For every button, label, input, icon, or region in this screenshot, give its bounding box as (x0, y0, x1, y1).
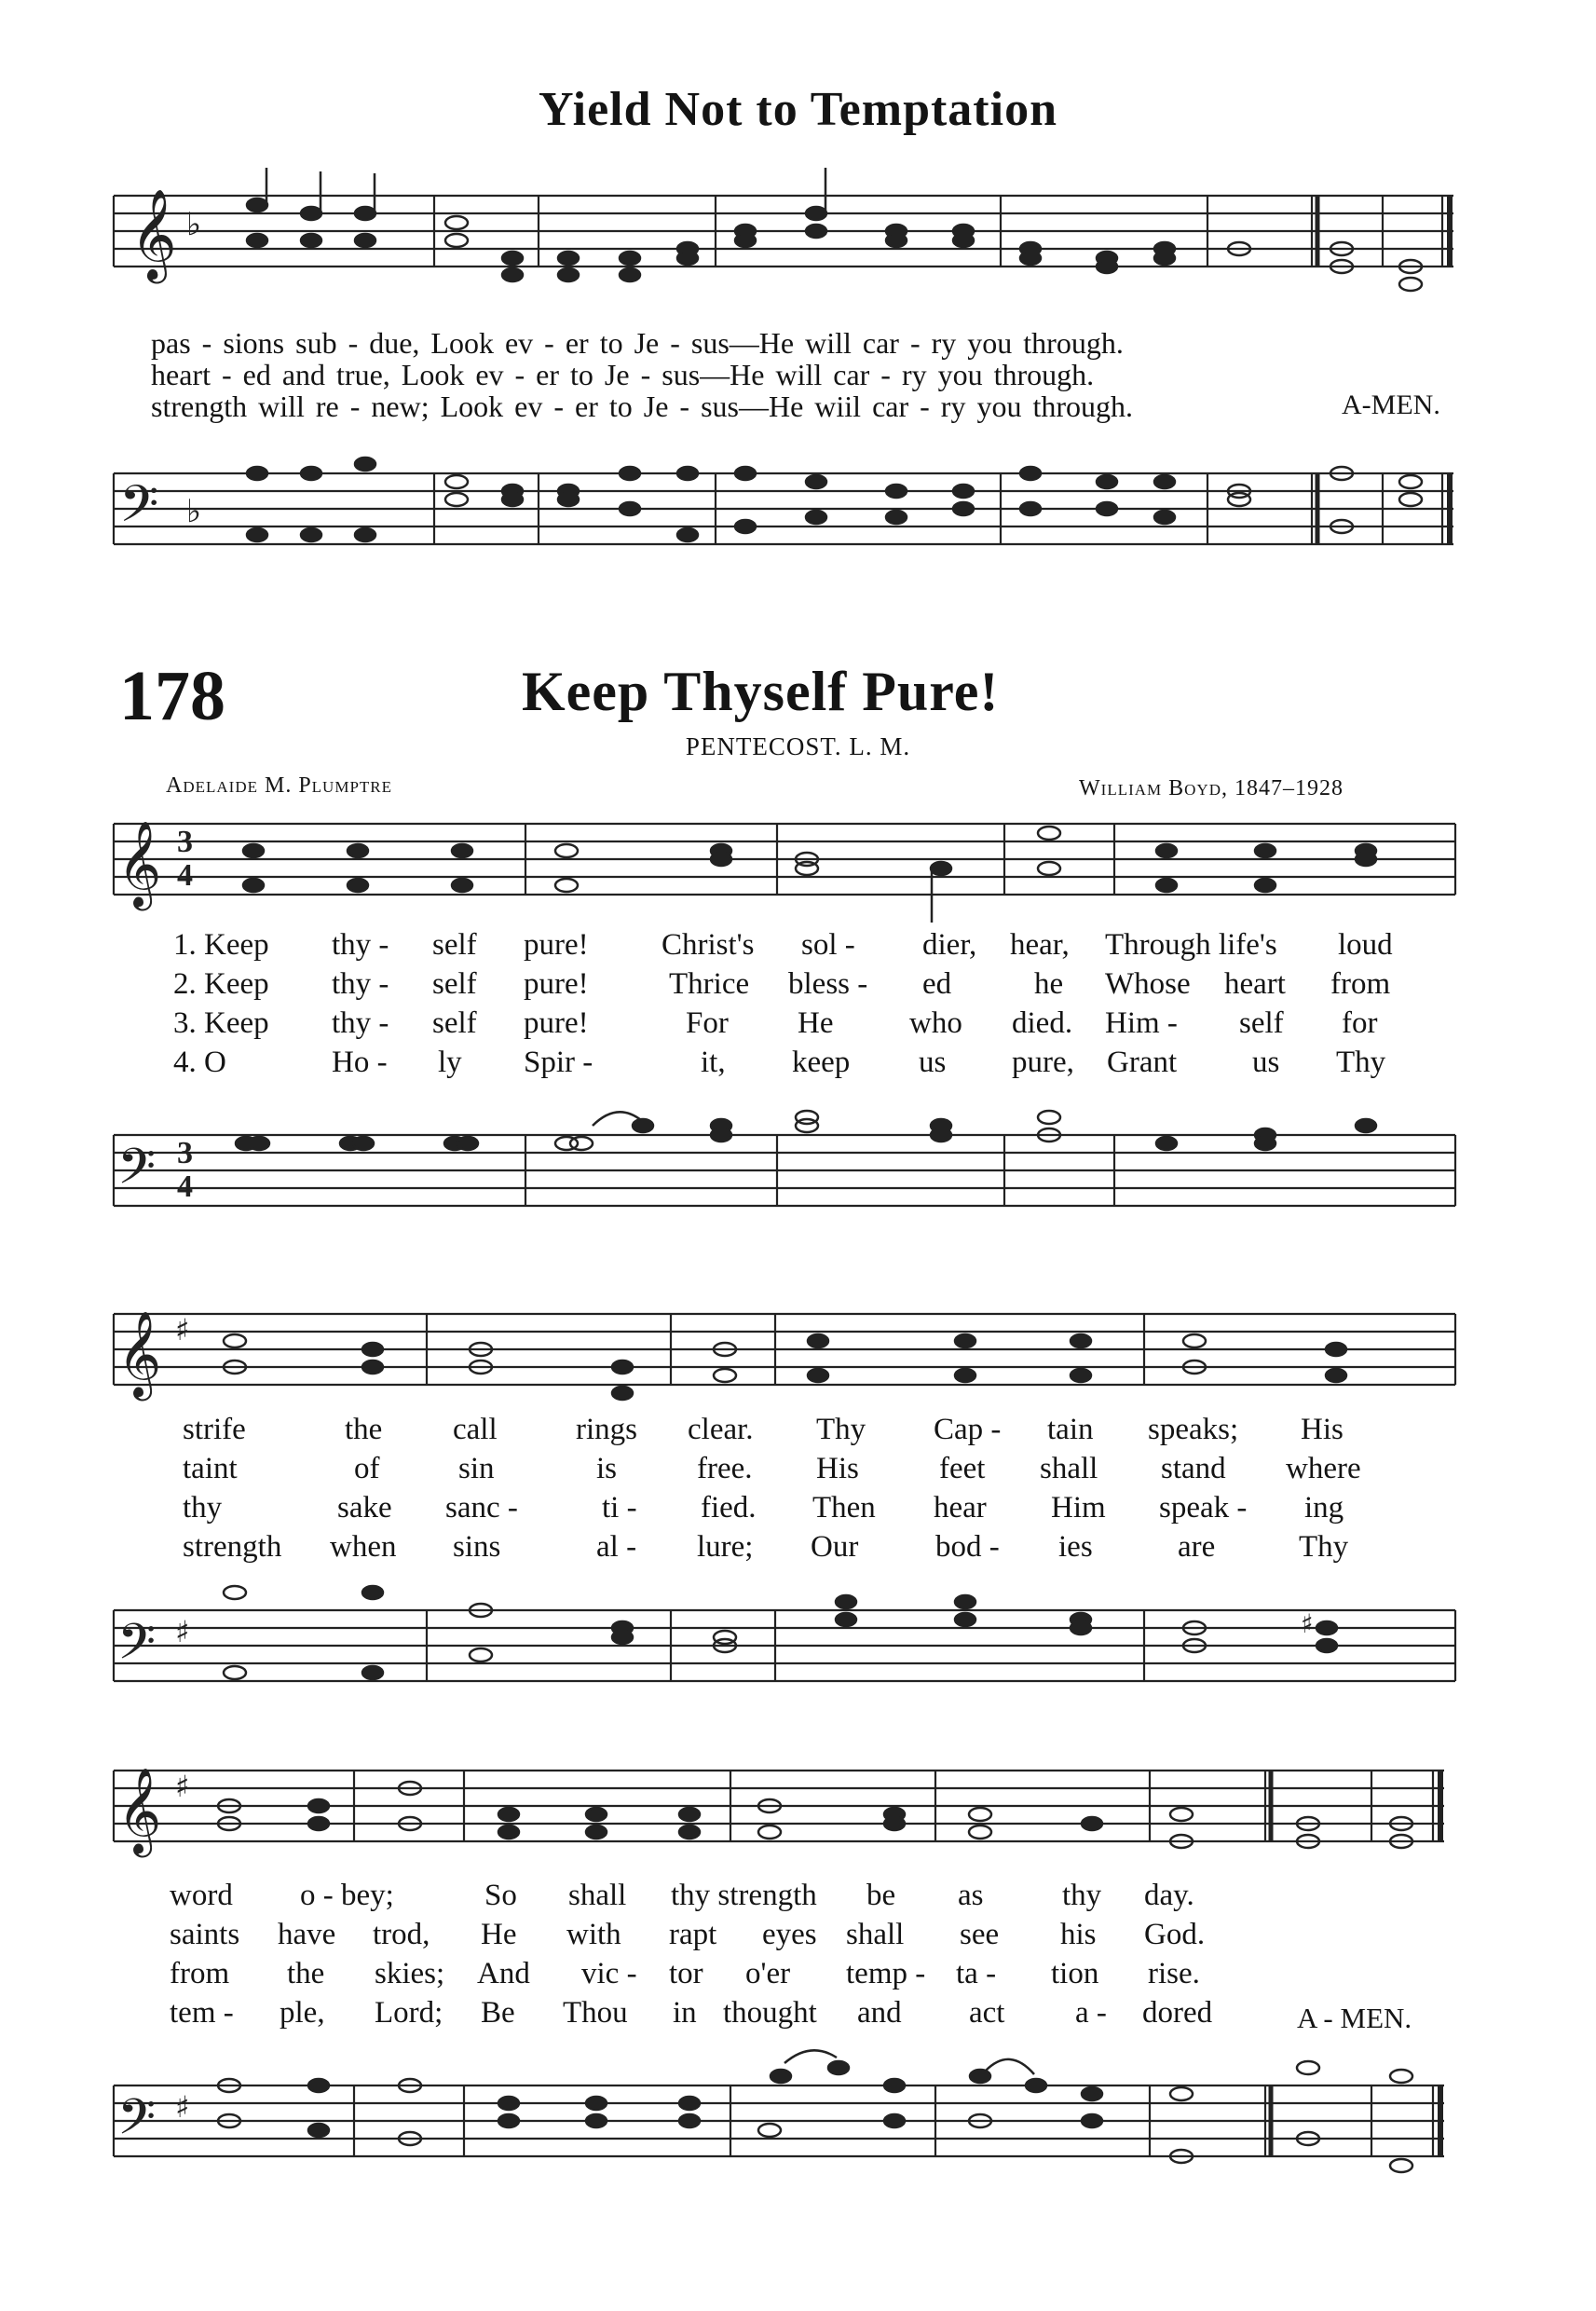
syllable: sins (453, 1530, 501, 1564)
treble-staff-previous (0, 177, 1596, 345)
syllable: rings (576, 1413, 637, 1446)
amen: A - MEN. (1297, 2002, 1412, 2034)
syllable: he (1034, 967, 1064, 1001)
syllable: His (1301, 1413, 1344, 1446)
syllable: ing (1304, 1491, 1344, 1525)
verse-3-system-3 (0, 1957, 1596, 1994)
syllable: 1. Keep (173, 928, 269, 962)
composer-credit: William Boyd, 1847–1928 (1079, 776, 1344, 800)
verse-3-system-2 (0, 1491, 1596, 1528)
svg-text:3: 3 (177, 1136, 193, 1170)
syllable: hear (934, 1491, 987, 1525)
syllable: have (278, 1918, 336, 1951)
syllable: Him (1051, 1491, 1106, 1525)
syllable: Thy (1299, 1530, 1349, 1564)
verse-1-system-1 (0, 928, 1596, 965)
svg-text:4: 4 (177, 1169, 193, 1204)
syllable: o - bey; (300, 1879, 394, 1912)
syllable: ly (438, 1046, 462, 1079)
syllable: taint (183, 1452, 238, 1485)
verse-2-system-2 (0, 1452, 1596, 1489)
svg-text:♯: ♯ (1301, 1608, 1314, 1639)
svg-text:♯: ♯ (175, 1769, 190, 1804)
svg-text:♯: ♯ (175, 1614, 190, 1649)
syllable: as (958, 1879, 984, 1912)
bass-staff-system-2 (0, 1575, 1596, 1705)
syllable: pure! (524, 928, 589, 962)
bass-staff-system-3 (0, 2041, 1596, 2181)
svg-text:𝄞: 𝄞 (117, 1767, 162, 1853)
syllable: Thrice (669, 967, 750, 1001)
syllable: ple, (280, 1996, 325, 2030)
syllable: Christ's (662, 928, 755, 962)
syllable: shall (568, 1879, 627, 1912)
syllable: al - (596, 1530, 637, 1564)
syllable: Thou (563, 1996, 628, 2030)
syllable: Grant (1107, 1046, 1178, 1079)
svg-text:𝄢: 𝄢 (117, 2089, 157, 2158)
syllable: ed (922, 967, 952, 1001)
syllable: pure! (524, 967, 589, 1001)
syllable: see (960, 1918, 1000, 1951)
syllable: be (866, 1879, 896, 1912)
syllable: is (596, 1452, 618, 1485)
syllable: Whose (1105, 967, 1191, 1001)
syllable: pure, (1012, 1046, 1074, 1079)
verse-1-system-3 (0, 1879, 1596, 1916)
tune-name: PENTECOST. L. M. (685, 732, 911, 760)
syllable: tem - (170, 1996, 234, 2030)
syllable: the (287, 1957, 325, 1990)
syllable: died. (1012, 1006, 1073, 1040)
svg-text:𝄢: 𝄢 (117, 1614, 157, 1683)
svg-text:𝄞: 𝄞 (117, 820, 162, 907)
syllable: sake (337, 1491, 392, 1525)
syllable: who (909, 1006, 962, 1040)
verse-1-system-2 (0, 1413, 1596, 1450)
syllable: loud (1338, 928, 1393, 962)
syllable: lure; (697, 1530, 754, 1564)
svg-text:𝄢: 𝄢 (117, 1139, 157, 1208)
syllable: speaks; (1148, 1413, 1239, 1446)
syllable: in (673, 1996, 697, 2030)
syllable: self (432, 1006, 477, 1040)
syllable: a - (1075, 1996, 1107, 2030)
verse-4-system-2 (0, 1530, 1596, 1567)
syllable: thy - (332, 1006, 389, 1040)
syllable: Spir - (524, 1046, 593, 1079)
syllable: heart (1224, 967, 1286, 1001)
syllable: Through life's (1105, 928, 1277, 962)
syllable: sanc - (445, 1491, 518, 1525)
syllable: stand (1161, 1452, 1226, 1485)
verse-4-system-1 (0, 1046, 1596, 1083)
syllable: And (477, 1957, 530, 1990)
syllable: So (484, 1879, 517, 1912)
syllable: from (170, 1957, 230, 1990)
treble-staff-system-3 (0, 1752, 1596, 1882)
syllable: Be (481, 1996, 515, 2030)
previous-hymn-title: Yield Not to Temptation (539, 83, 1057, 136)
syllable: ti - (602, 1491, 637, 1525)
syllable: bod - (935, 1530, 1000, 1564)
hymn-title: Keep Thyself Pure! (522, 661, 1000, 722)
syllable: are (1178, 1530, 1216, 1564)
syllable: Thy (1336, 1046, 1386, 1079)
syllable: his (1060, 1918, 1097, 1951)
syllable: thought (723, 1996, 817, 2030)
syllable: Our (811, 1530, 859, 1564)
syllable: us (1252, 1046, 1280, 1079)
syllable: God. (1144, 1918, 1206, 1951)
syllable: self (432, 928, 477, 962)
syllable: act (969, 1996, 1005, 2030)
previous-lyric-line-1: pas - sions sub - due, Look ev - er to Je - sus—He will car - ry you through. (151, 326, 1124, 360)
syllable: He (798, 1006, 834, 1040)
verse-2-system-3 (0, 1918, 1596, 1955)
svg-text:♭: ♭ (186, 206, 202, 243)
syllable: 4. O (173, 1046, 226, 1079)
syllable: pure! (524, 1006, 589, 1040)
syllable: rapt (669, 1918, 717, 1951)
syllable: bless - (788, 967, 868, 1001)
syllable: tion (1051, 1957, 1099, 1990)
syllable: tor (669, 1957, 703, 1990)
syllable: For (686, 1006, 729, 1040)
syllable: His (816, 1452, 859, 1485)
syllable: Him - (1105, 1006, 1178, 1040)
syllable: Thy (816, 1413, 866, 1446)
syllable: call (453, 1413, 498, 1446)
svg-text:3: 3 (177, 825, 193, 859)
syllable: and (857, 1996, 902, 2030)
syllable: speak - (1159, 1491, 1248, 1525)
syllable: Cap - (934, 1413, 1002, 1446)
syllable: self (432, 967, 477, 1001)
syllable: o'er (745, 1957, 791, 1990)
syllable: thy strength (671, 1879, 817, 1912)
syllable: skies; (375, 1957, 445, 1990)
syllable: feet (939, 1452, 986, 1485)
syllable: with (566, 1918, 621, 1951)
previous-lyric-line-2: heart - ed and true, Look ev - er to Je - sus—He will car - ry you through. (151, 358, 1095, 391)
syllable: 2. Keep (173, 967, 269, 1001)
syllable: He (481, 1918, 517, 1951)
syllable: hear, (1010, 928, 1070, 962)
syllable: fied. (701, 1491, 757, 1525)
syllable: free. (697, 1452, 753, 1485)
syllable: thy - (332, 967, 389, 1001)
syllable: clear. (688, 1413, 754, 1446)
syllable: self (1239, 1006, 1284, 1040)
syllable: thy - (332, 928, 389, 962)
syllable: keep (792, 1046, 851, 1079)
syllable: when (330, 1530, 397, 1564)
syllable: shall (1040, 1452, 1098, 1485)
syllable: of (354, 1452, 380, 1485)
syllable: for (1342, 1006, 1378, 1040)
syllable: thy (183, 1491, 223, 1525)
previous-amen: A-MEN. (1342, 390, 1440, 420)
syllable: sin (458, 1452, 495, 1485)
syllable: strength (183, 1530, 282, 1564)
syllable: tain (1047, 1413, 1094, 1446)
syllable: where (1286, 1452, 1361, 1485)
syllable: trod, (373, 1918, 430, 1951)
syllable: Then (812, 1491, 876, 1525)
syllable: it, (701, 1046, 726, 1079)
syllable: from (1330, 967, 1391, 1001)
bass-staff-previous (0, 445, 1596, 595)
syllable: rise. (1148, 1957, 1200, 1990)
syllable: thy (1062, 1879, 1102, 1912)
verse-2-system-1 (0, 967, 1596, 1005)
svg-text:𝄢: 𝄢 (119, 474, 159, 546)
svg-text:4: 4 (177, 858, 193, 893)
syllable: temp - (846, 1957, 926, 1990)
bass-staff-system-1 (0, 1090, 1596, 1230)
previous-lyric-line-3: strength will re - new; Look ev - er to Je - sus—He wiil car - ry you through. (151, 390, 1133, 423)
svg-text:♭: ♭ (186, 493, 202, 530)
syllable: ta - (956, 1957, 997, 1990)
hymn-number: 178 (119, 657, 225, 735)
syllable: dored (1142, 1996, 1213, 2030)
syllable: 3. Keep (173, 1006, 269, 1040)
svg-text:𝄞: 𝄞 (117, 1310, 162, 1397)
svg-text:♯: ♯ (175, 1312, 190, 1347)
syllable: dier, (922, 928, 977, 962)
syllable: Ho - (332, 1046, 388, 1079)
syllable: Lord; (375, 1996, 443, 2030)
syllable: eyes (762, 1918, 817, 1951)
syllable: sol - (801, 928, 855, 962)
verse-3-system-1 (0, 1006, 1596, 1044)
syllable: vic - (581, 1957, 637, 1990)
syllable: the (345, 1413, 383, 1446)
author-credit: Adelaide M. Plumptre (166, 773, 393, 798)
syllable: us (919, 1046, 947, 1079)
syllable: shall (846, 1918, 905, 1951)
svg-text:♯: ♯ (175, 2089, 190, 2125)
syllable: saints (170, 1918, 240, 1951)
svg-text:𝄞: 𝄞 (130, 188, 177, 280)
syllable: ies (1058, 1530, 1093, 1564)
syllable: strife (183, 1413, 246, 1446)
syllable: day. (1144, 1879, 1194, 1912)
treble-staff-system-2 (0, 1295, 1596, 1426)
syllable: word (170, 1879, 233, 1912)
treble-staff-system-1 (0, 801, 1596, 941)
